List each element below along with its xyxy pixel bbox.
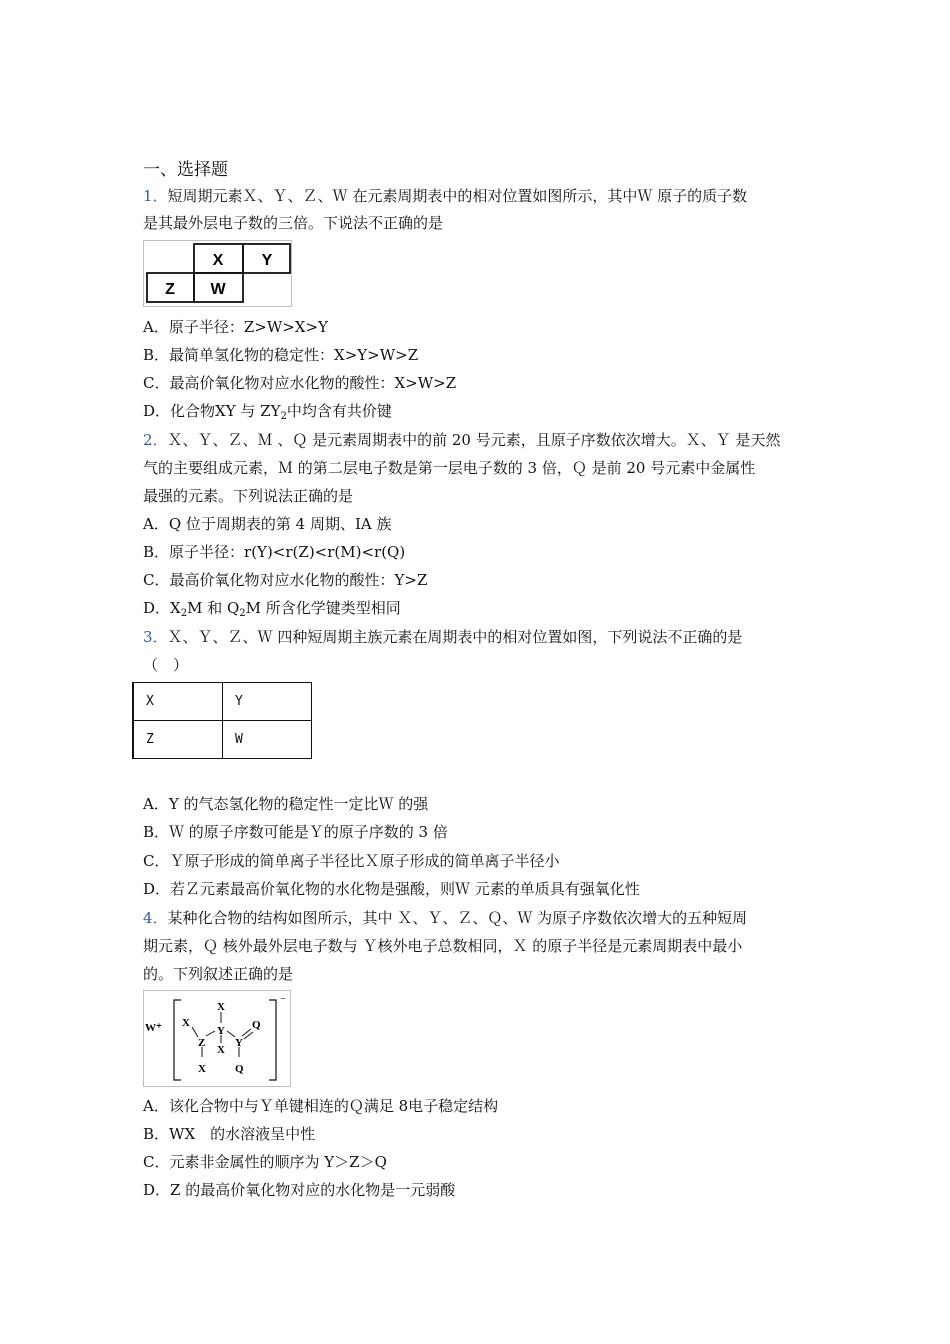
q1-option-a: A．原子半径：Z>W>X>Y	[143, 318, 328, 336]
atom-x-left: X	[182, 1017, 190, 1029]
question-4-line-1: 4．某种化合物的结构如图所示，其中 Ｘ、Ｙ、Ｚ、Ｑ、Ｗ 为原子序数依次增大的五种短周	[143, 909, 748, 927]
q1-option-b: B．最简单氢化物的稳定性：X>Y>W>Z	[143, 346, 419, 364]
question-3-line-1: 3．Ｘ、Ｙ、Ｚ、Ｗ 四种短周期主族元素在周期表中的相对位置如图，下列说法不正确的是	[143, 628, 743, 646]
question-3-line-2: （ ）	[143, 656, 189, 674]
atom-q-top: Q	[252, 1019, 261, 1031]
table-cell: Y	[223, 683, 312, 721]
q4-option-d: D．Z 的最高价氧化物对应的水化物是一元弱酸	[143, 1181, 456, 1199]
cell-z: Z	[165, 281, 175, 298]
question-3-table	[132, 682, 312, 759]
question-1-periodic-figure	[143, 240, 295, 310]
q3-option-a: A．Y 的气态氢化物的稳定性一定比Ｗ 的强	[143, 795, 429, 813]
question-number: 4．	[143, 909, 168, 927]
section-title: 一、选择题	[143, 160, 228, 180]
cell-w: W	[210, 281, 226, 298]
w-cation-label: W⁺	[145, 1022, 162, 1034]
cell-x: X	[212, 252, 224, 269]
q2-option-a: A．Q 位于周期表的第 4 周期、ⅠA 族	[143, 515, 392, 533]
atom-y-right: Y	[235, 1037, 243, 1049]
question-2-line-2: 气的主要组成元素，Ｍ 的第二层电子数是第一层电子数的 3 倍，Ｑ 是前 20 号元素中金属性	[143, 459, 756, 477]
q4-option-a: A．该化合物中与Ｙ单键相连的Ｑ满足 8电子稳定结构	[143, 1097, 499, 1115]
atom-x-bottom: X	[198, 1063, 206, 1075]
question-1-line-1: 1．短周期元素Ｘ、Ｙ、Ｚ、Ｗ 在元素周期表中的相对位置如图所示，其中Ｗ 原子的质子数	[143, 187, 748, 205]
question-number: 3．	[143, 628, 168, 646]
atom-x-top: X	[217, 1001, 225, 1013]
q2-option-c: C．最高价氧化物对应水化物的酸性：Y>Z	[143, 571, 428, 589]
charge-label: ⁻	[280, 995, 286, 1007]
question-1-line-2: 是其最外层电子数的三倍。下说法不正确的是	[143, 214, 444, 232]
q3-option-d: D．若Ｚ元素最高价氧化物的水化物是强酸，则Ｗ 元素的单质具有强氧化性	[143, 880, 640, 898]
question-2-line-3: 最强的元素。下列说法正确的是	[143, 487, 354, 505]
atom-q-bottom: Q	[235, 1063, 244, 1075]
table-cell: W	[223, 721, 312, 759]
table-cell: Z	[133, 721, 223, 759]
atom-z: Z	[198, 1037, 206, 1049]
question-4-structure-figure	[143, 990, 293, 1088]
q2-option-d: D．$X_2M$ 和 $Q_2M$ 所含化学键类型相同	[143, 599, 401, 619]
q1-option-d: D．化合物XY 与 $ZY_2$中均含有共价键	[143, 402, 392, 422]
cell-y: Y	[261, 252, 273, 269]
table-cell: X	[133, 683, 223, 721]
q3-option-b: B．Ｗ 的原子序数可能是Ｙ的原子序数的 3 倍	[143, 823, 448, 841]
atom-x-below-y: X	[217, 1044, 225, 1056]
q3-option-c: C．Ｙ原子形成的简单离子半径比Ｘ原子形成的简单离子半径小	[143, 852, 560, 870]
question-number: 1．	[143, 187, 168, 205]
q2-option-b: B．原子半径：r(Y)<r(Z)<r(M)<r(Q)	[143, 543, 406, 561]
atom-y-center: Y	[217, 1025, 225, 1037]
question-number: 2．	[143, 431, 168, 449]
question-4-line-3: 的。下列叙述正确的是	[143, 965, 294, 983]
q4-option-c: C．元素非金属性的顺序为 Y＞Z＞Q	[143, 1153, 387, 1171]
q4-option-b: B．WX 的水溶液呈中性	[143, 1125, 316, 1143]
q1-option-c: C．最高价氧化物对应水化物的酸性：X>W>Z	[143, 374, 457, 392]
question-4-line-2: 期元素，Ｑ 核外最外层电子数与 Ｙ核外电子总数相同，Ｘ 的原子半径是元素周期表中最小	[143, 937, 743, 955]
question-2-line-1: 2．Ｘ、Ｙ、Ｚ、Ｍ 、Ｑ 是元素周期表中的前 20 号元素，且原子序数依次增大。Ｘ、Ｙ 是天然	[143, 431, 781, 449]
